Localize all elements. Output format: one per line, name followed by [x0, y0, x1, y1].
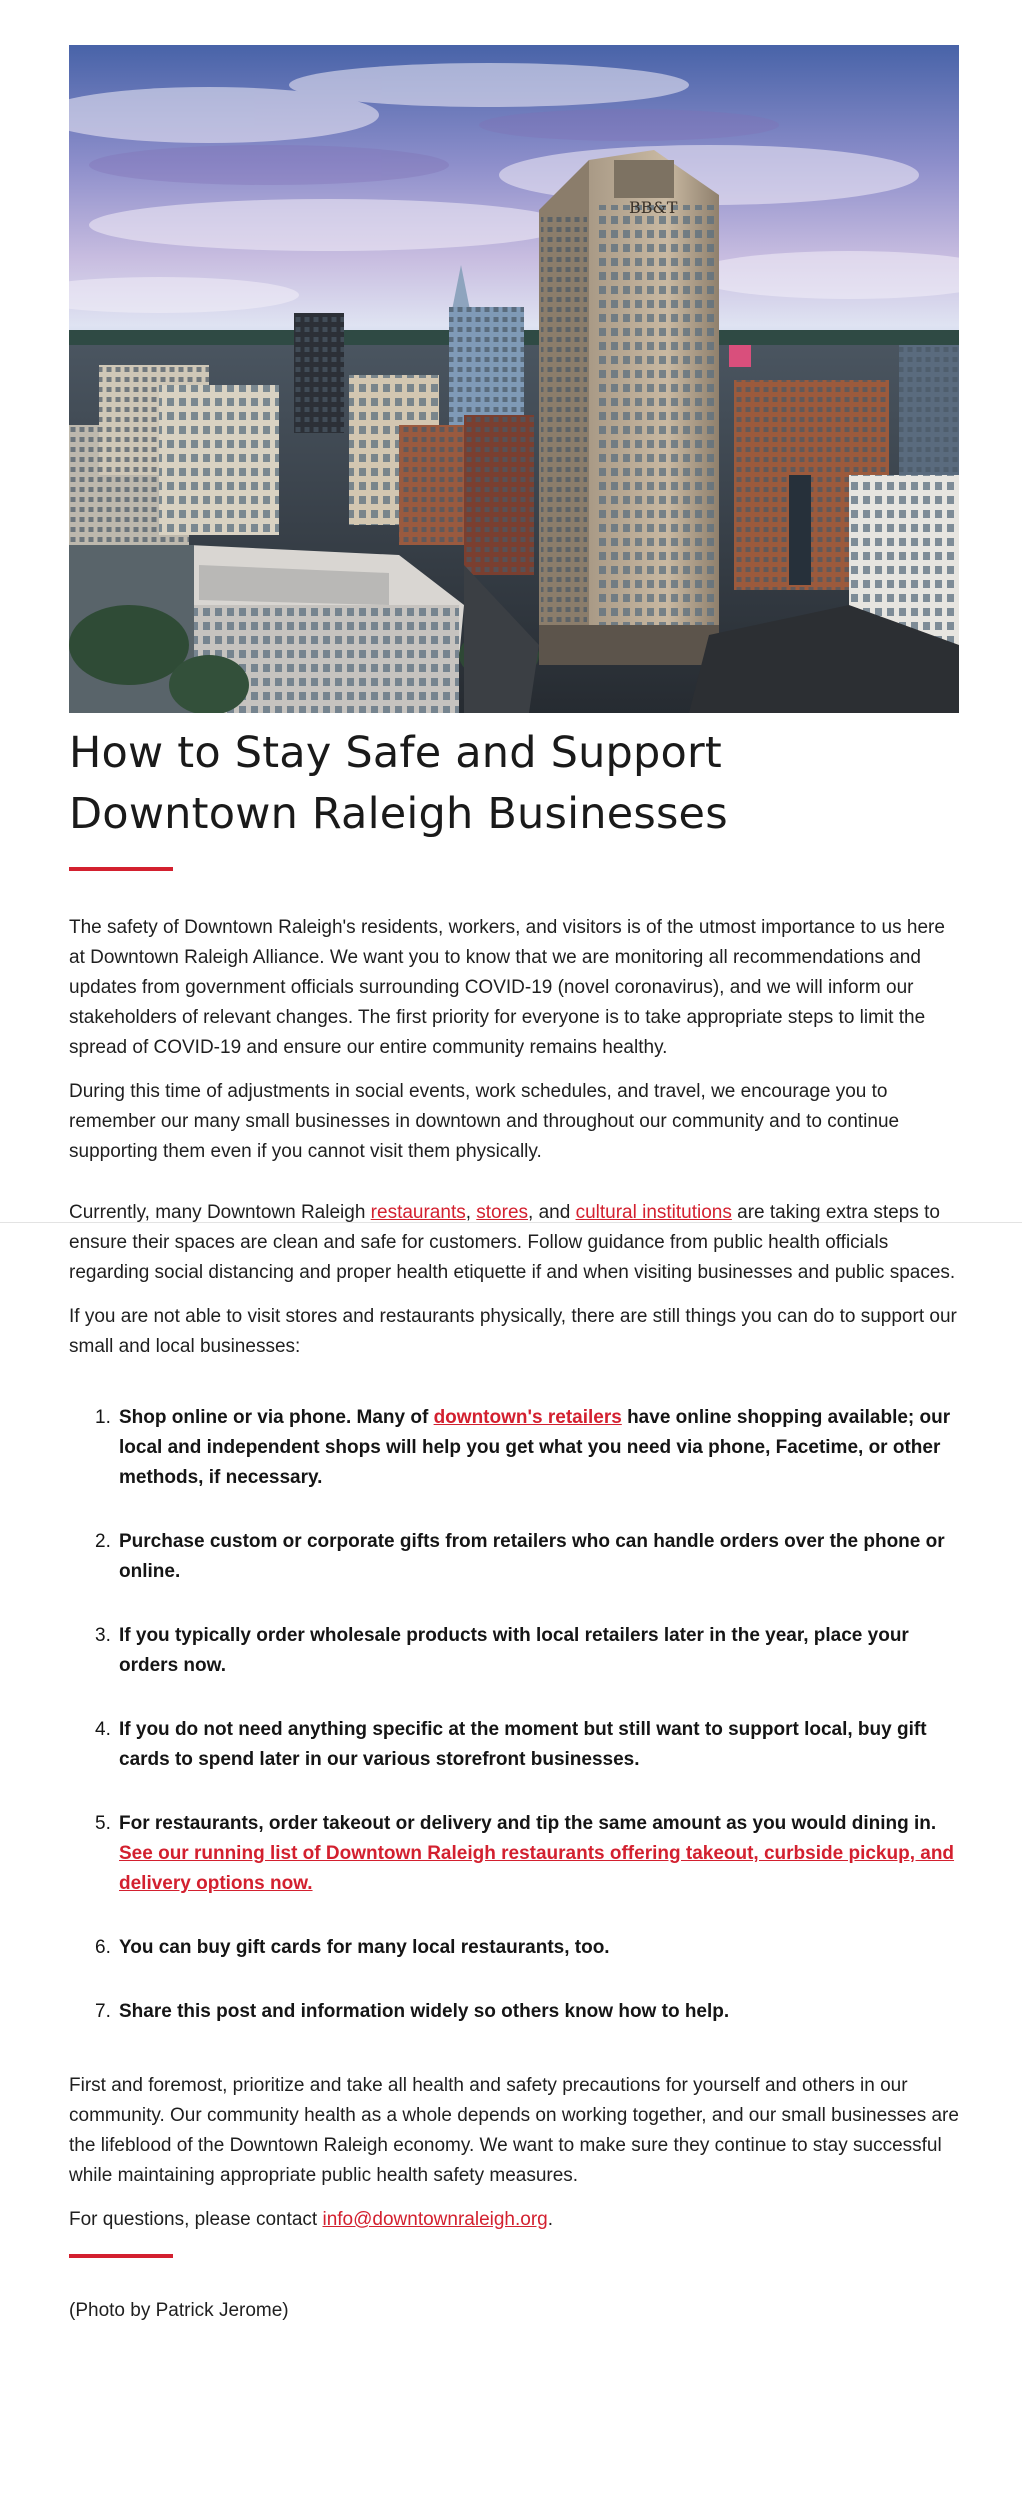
photo-credit: (Photo by Patrick Jerome): [69, 2300, 289, 2321]
list-item: [69, 1715, 959, 1775]
list-item-number: 5.: [95, 1813, 111, 1834]
tower-sign: BB&T: [629, 198, 678, 217]
skyline-illustration: [69, 45, 959, 713]
cultural-institutions-link[interactable]: cultural institutions: [575, 1202, 732, 1223]
list-item-number: 4.: [95, 1719, 111, 1740]
list-item-text-tail: have online shopping available; our local and independent shops will help you get what you need via phone, Facetime, or other methods, if necessary.: [119, 1407, 951, 1488]
separator-1: ,: [465, 1202, 477, 1223]
stores-link[interactable]: stores: [476, 1202, 529, 1223]
support-intro-paragraph: If you are not able to visit stores and restaurants physically, there are still things you can do to support our small and local businesses:: [69, 1306, 957, 1357]
restaurants-takeout-list-link[interactable]: See our running list of Downtown Raleigh restaurants offering takeout, curbside pickup, and delivery options now.: [119, 1843, 955, 1894]
businesses-paragraph-tail: are taking extra steps to ensure their spaces are clean and safe for customers. Follow guidance from public health officials regarding social distancing and proper health etiquette if and when visiting businesses and public spaces.: [69, 1202, 956, 1283]
list-item: [69, 1403, 959, 1493]
support-tips-list: [69, 1403, 959, 2027]
contact-email-link[interactable]: info@downtownraleigh.org: [322, 2209, 548, 2230]
list-item-text: You can buy gift cards for many local restaurants, too.: [119, 1937, 610, 1958]
intro-paragraph-2: During this time of adjustments in social events, work schedules, and travel, we encourage you to remember our many small businesses in downtown and throughout our community and to continue supporting them even if you cannot visit them physically.: [69, 1081, 900, 1162]
article: [69, 45, 959, 2326]
contact-paragraph: [69, 2205, 959, 2235]
hero-image: [69, 45, 959, 713]
list-item-number: 7.: [95, 2001, 111, 2022]
list-item: [69, 1997, 959, 2027]
intro-paragraph-1: The safety of Downtown Raleigh's residents, workers, and visitors is of the utmost importance to us here at Downtown Raleigh Alliance. We want you to know that we are monitoring all recommendations and updates from government officials surrounding COVID-19 (novel coronavirus), and we will inform our stakeholders of relevant changes. The first priority for everyone is to take appropriate steps to limit the spread of COVID-19 and ensure our entire community remains healthy.: [69, 917, 945, 1058]
closing-accent-rule: [69, 2254, 173, 2258]
contact-tail: .: [547, 2209, 554, 2230]
list-item-text: Share this post and information widely so others know how to help.: [119, 2001, 730, 2022]
list-item-number: 3.: [95, 1625, 111, 1646]
separator-2: , and: [528, 1202, 576, 1223]
restaurants-link[interactable]: restaurants: [370, 1202, 466, 1223]
list-item: [69, 1621, 959, 1681]
list-item: [69, 1933, 959, 1963]
contact-lead: For questions, please contact: [69, 2209, 323, 2230]
businesses-paragraph: [69, 1198, 959, 1288]
list-item-text: If you do not need anything specific at the moment but still want to support local, buy gift cards to spend later in our various storefront businesses.: [119, 1719, 927, 1770]
downtown-retailers-link[interactable]: downtown's retailers: [433, 1407, 622, 1428]
title-accent-rule: [69, 867, 173, 871]
businesses-paragraph-lead: Currently, many Downtown Raleigh: [69, 1202, 371, 1223]
list-item: [69, 1527, 959, 1587]
closing-paragraph: First and foremost, prioritize and take all health and safety precautions for yourself and others in our community. Our community health as a whole depends on working together, and our small businesses are the lifeblood of the Downtown Raleigh economy. We want to make sure they continue to stay successful while maintaining appropriate public health safety measures.: [69, 2075, 959, 2186]
list-item-number: 6.: [95, 1937, 111, 1958]
list-item-text: If you typically order wholesale products with local retailers later in the year, place your orders now.: [119, 1625, 909, 1676]
list-item: [69, 1809, 959, 1899]
list-item-text: For restaurants, order takeout or delivery and tip the same amount as you would dining in.: [119, 1813, 937, 1834]
page-title: How to Stay Safe and Support Downtown Raleigh Businesses: [69, 728, 728, 839]
list-item-number: 1.: [95, 1407, 111, 1428]
list-item-number: 2.: [95, 1531, 111, 1552]
list-item-text: Shop online or via phone. Many of: [119, 1407, 434, 1428]
list-item-text: Purchase custom or corporate gifts from retailers who can handle orders over the phone or online.: [119, 1531, 945, 1582]
